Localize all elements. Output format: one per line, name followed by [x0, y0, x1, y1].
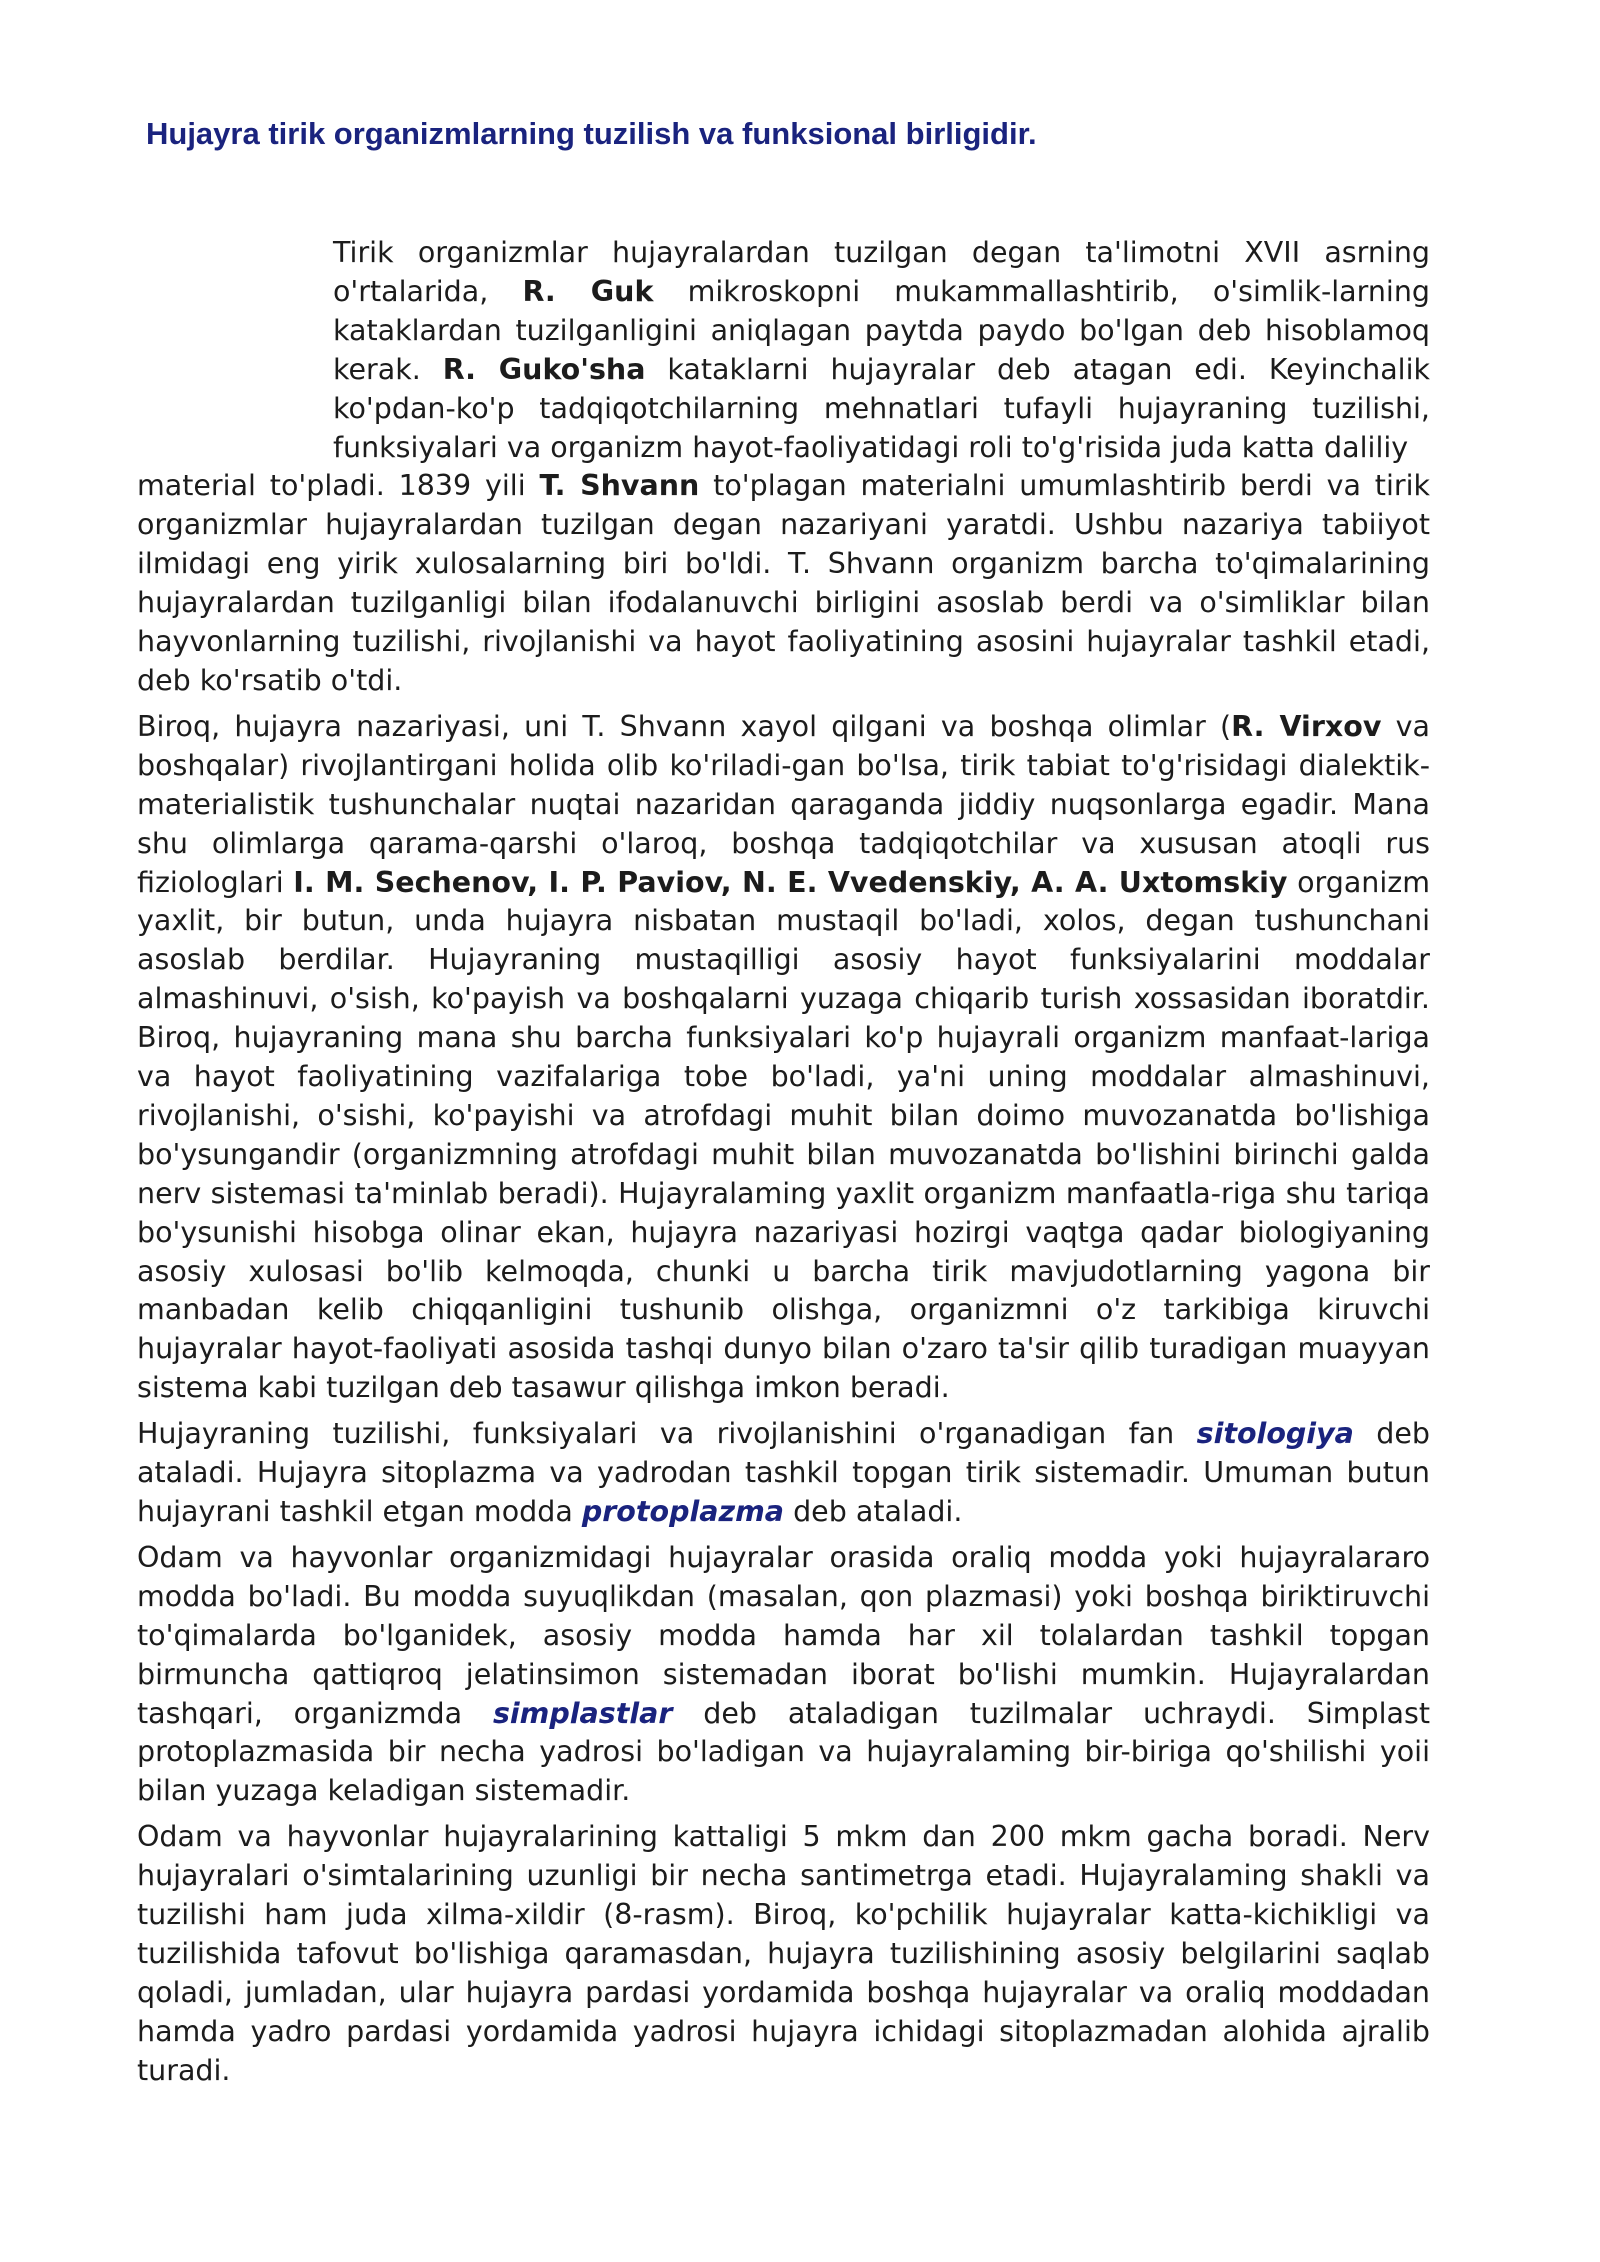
- p3-text-2: deb ataladi. Hujayra sitoplazma va yadrodan tashkil topgan tirik sistemadir. Umuman butun hujayrani tashkil etgan modda: [137, 1417, 1430, 1528]
- paragraph-4: [137, 1539, 1430, 1811]
- p4-text-1: Odam va hayvonlar organizmidagi hujayralar orasida oraliq modda yoki hujayralararo modda bo'ladi. Bu modda suyuqlikdan (masalan, qon plazmasi) yoki boshqa biriktiruvchi to'qimalarda bo'lganidek, asosiy modda hamda har xil tolalardan tashkil topgan birmuncha qattiqroq jelatinsimon sistemadan iborat bo'lishi mumkin. Hujayralardan tashqari, organizmda: [137, 1540, 1430, 1730]
- p1-text-2: mikroskopni mukammallashtirib, o'simlik-larning kataklardan tuzilganligini aniqlagan paytda paydo bo'lgan deb hisoblamoq kerak.: [333, 274, 1431, 386]
- p1-bold-guk: R. Guk: [522, 274, 654, 308]
- p1-text-1: Tirik organizmlar hujayralardan tuzilgan degan ta'limotni XVII asrning o'rtalarida,: [333, 236, 1430, 308]
- p1-bold-guko-sha: R. Guko'sha: [442, 352, 646, 386]
- p2-text-2: va boshqalar) rivojlantirgani holida olib ko'riladi-gan bo'lsa, tirik tabiat to'g'risidagi dialektik-materialistik tushunchalar nuqtai nazaridan qaraganda jiddiy nuqsonlarga egadir. Mana shu olimlarga qarama-qarshi o'laroq, boshqa tadqiqotchilar va xususan atoqli rus fiziologlari: [137, 709, 1430, 899]
- paragraph-3: [137, 1415, 1430, 1532]
- paragraph-1-indented: [333, 234, 1430, 467]
- p3-text-1: Hujayraning tuzilishi, funksiyalari va rivojlanishini o'rganadigan fan: [137, 1417, 1175, 1451]
- p2-text-3: organizm yaxlit, bir butun, unda hujayra nisbatan mustaqil bo'ladi, xolos, degan tushunchani asoslab berdilar. Hujayraning mustaqilligi asosiy hayot funksiyalarini moddalar almashinuvi, o'sish, ko'payish va boshqalarni yuzaga chiqarib turish xossasidan iboratdir. Biroq, hujayraning mana shu barcha funksiyalari ko'p hujayrali organizm manfaat-lariga va hayot faoliyatining vazifalariga tobe bo'ladi, ya'ni uning moddalar almashinuvi, rivojlanishi, o'sishi, ko'payishi va atrofdagi muhit bilan doimo muvozanatda bo'lishiga bo'ysungandir (organizmning atrofdagi muhit bilan muvozanatda bo'lishini birinchi galda nerv sistemasi ta'minlab beradi). Hujayralaming yaxlit organizm manfaatla-riga shu tariqa bo'ysunishi hisobga olinar ekan, hujayra nazariyasi hozirgi vaqtga qadar biologiyaning asosiy xulosasi bo'lib kelmoqda, chunki u barcha tirik mavjudotlarning yagona bir manbadan kelib chiqqanligini tushunib olishga, organizmni o'z tarkibiga kiruvchi hujayralar hayot-faoliyati asosida tashqi dunyo bilan o'zaro ta'sir qilib turadigan muayyan sistema kabi tuzilgan deb tasawur qilishga imkon beradi.: [137, 865, 1430, 1405]
- paragraph-2: [137, 708, 1430, 1408]
- p1-text-3: kataklarni hujayralar deb atagan edi. Keyinchalik ko'pdan-ko'p tadqiqotchilarning mehnatlari tufayli hujayraning tuzilishi, funksiyalari va organizm hayot-faoliyatidagi roli to'g'risida juda katta daliliy: [333, 352, 1431, 464]
- p5-text-1: Odam va hayvonlar hujayralarining kattaligi 5 mkm dan 200 mkm gacha boradi. Nerv hujayralari o'simtalarining uzunligi bir necha santimetrga etadi. Hujayralaming shakli va tuzilishi ham juda xilma-xildir (8-rasm). Biroq, ko'pchilik hujayralar katta-kichikligi va tuzilishida tafovut bo'lishiga qaramasdan, hujayra tuzilishining asosiy belgilarini saqlab qoladi, jumladan, ular hujayra pardasi yordamida boshqa hujayralar va oraliq moddadan hamda yadro pardasi yordamida yadrosi hujayra ichidagi sitoplazmadan alohida ajralib turadi.: [137, 1820, 1430, 2087]
- p1-bold-shvann: T. Shvann: [539, 469, 700, 503]
- document-body: [137, 234, 1430, 2098]
- p1-text-4: material to'pladi. 1839 yili: [137, 469, 526, 503]
- term-protoplazma: protoplazma: [581, 1495, 785, 1528]
- paragraph-1: [137, 234, 1430, 701]
- p4-text-2: deb ataladigan tuzilmalar uchraydi. Simplast protoplazmasida bir necha yadrosi bo'ladigan va hujayralaming bir-biriga qo'shilishi yoii bilan yuzaga keladigan sistemadir.: [137, 1696, 1431, 1808]
- p1-text-5: to'plagan materialni umumlashtirib berdi va tirik organizmlar hujayralardan tuzilgan degan nazariyani yaratdi. Ushbu nazariya tabiiyot ilmidagi eng yirik xulosalarning biri bo'ldi. T. Shvann organizm barcha to'qimalarining hujayralardan tuzilganligi bilan ifodalanuvchi birligini asoslab berdi va o'simliklar bilan hayvonlarning tuzilishi, rivojlanishi va hayot faoliyatining asosini hujayralar tashkil etadi, deb ko'rsatib o'tdi.: [137, 469, 1430, 697]
- paragraph-5: [137, 1818, 1430, 2090]
- p3-text-3: deb ataladi.: [793, 1495, 963, 1528]
- p2-bold-scientists: I. M. Sechenov, I. P. Paviov, N. E. Vvedenskiy, A. A. Uxtomskiy: [293, 865, 1288, 899]
- term-sitologiya: sitologiya: [1196, 1417, 1354, 1451]
- p2-text-1: Biroq, hujayra nazariyasi, uni T. Shvann xayol qilgani va boshqa olimlar (: [137, 709, 1232, 743]
- term-simplastlar: simplastlar: [492, 1696, 673, 1730]
- document-title: Hujayra tirik organizmlarning tuzilish va funksional birligidir.: [146, 116, 1037, 151]
- p2-bold-virxov: R. Virxov: [1231, 709, 1382, 743]
